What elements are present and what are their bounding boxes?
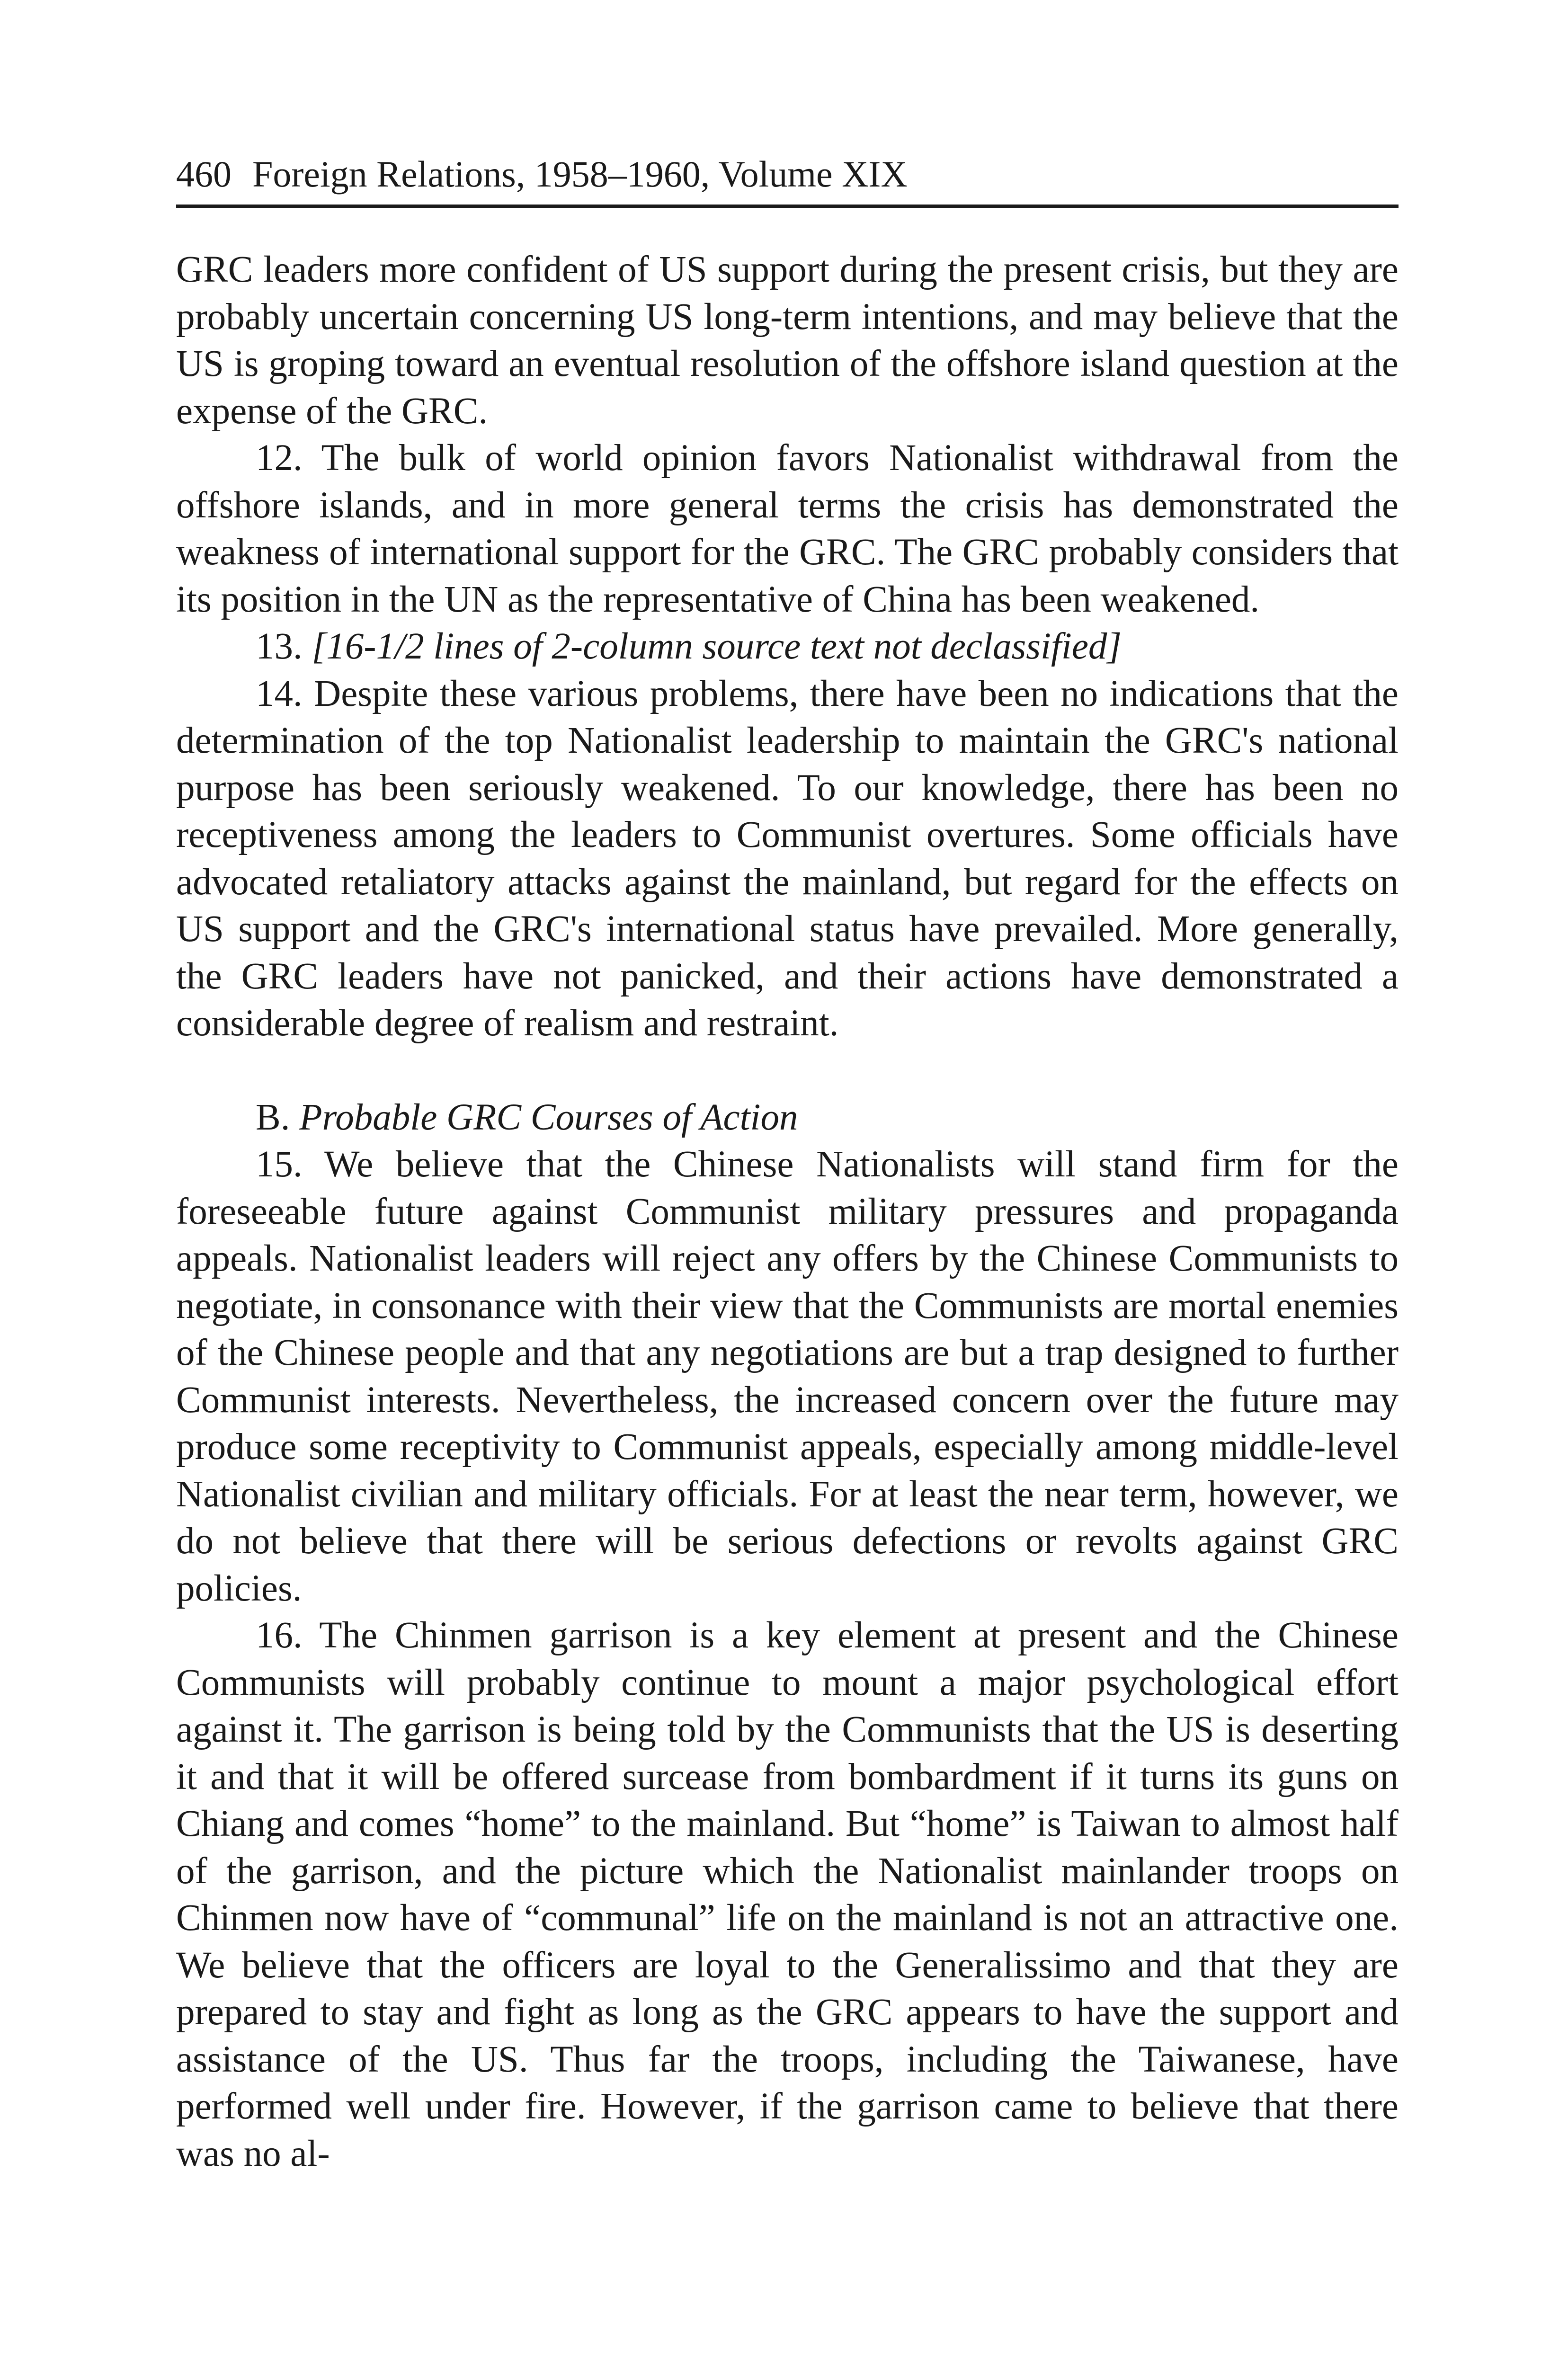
- section-letter: B.: [256, 1096, 290, 1138]
- paragraph-continued: GRC leaders more confident of US support during the present crisis, but they are probably uncertain concerning US long-term intentions, and may believe that the US is groping toward an eventual resolution of the offshore island question at the expense of the GRC.: [176, 249, 1399, 432]
- paragraph-13: [176, 623, 1399, 670]
- paragraph-13-number: 13.: [256, 626, 303, 667]
- paragraph-16: 16. The Chinmen garrison is a key element at present and the Chinese Communists will probably continue to mount a major psychological effort against it. The garrison is being told by the Communists that the US is deserting it and that it will be offered surcease from bombardment if it turns its guns on Chiang and comes “home” to the mainland. But “home” is Taiwan to almost half of the garrison, and the picture which the Nationalist mainlander troops on Chinmen now have of “communal” life on the mainland is not an attractive one. We believe that the officers are loyal to the Generalissimo and that they are prepared to stay and fight as long as the GRC appears to have the support and assistance of the US. Thus far the troops, including the Taiwanese, have performed well under fire. However, if the garrison came to believe that there was no al-: [176, 1615, 1399, 2174]
- paragraph-15: 15. We believe that the Chinese Nationalists will stand firm for the foreseeable future against Communist military pressures and propaganda appeals. Nationalist leaders will reject any offers by the Chinese Communists to negotiate, in consonance with their view that the Communists are mortal enemies of the Chinese people and that any negotiations are but a trap designed to further Communist interests. Nevertheless, the increased concern over the future may produce some receptivity to Communist appeals, especially among middle-level Nationalist civilian and military officials. For at least the near term, however, we do not believe that there will be serious defections or revolts against GRC policies.: [176, 1144, 1399, 1609]
- paragraph-12: 12. The bulk of world opinion favors Nationalist withdrawal from the offshore islands, and in more general terms the crisis has demonstrated the weakness of international support for the GRC. The GRC probably considers that its position in the UN as the representative of China has been weakened.: [176, 437, 1399, 620]
- running-head: [176, 151, 1399, 207]
- header-rule: [176, 205, 1399, 208]
- text-body: [176, 246, 1399, 2177]
- page-number: 460: [176, 153, 232, 195]
- volume-title: Foreign Relations, 1958–1960, Volume XIX: [252, 153, 908, 195]
- section-title: Probable GRC Courses of Action: [299, 1096, 798, 1138]
- paragraph-14: 14. Despite these various problems, there have been no indications that the determination of the top Nationalist leadership to maintain the GRC's national purpose has been seriously weakened. To our knowledge, there has been no receptiveness among the leaders to Communist overtures. Some officials have advocated retaliatory attacks against the mainland, but regard for the effects on US support and the GRC's international status have prevailed. More generally, the GRC leaders have not panicked, and their actions have demonstrated a considerable degree of realism and restraint.: [176, 673, 1399, 1044]
- section-heading-b: [176, 1094, 1399, 1141]
- declassification-note: [16-1/2 lines of 2-column source text not declassified]: [312, 626, 1122, 667]
